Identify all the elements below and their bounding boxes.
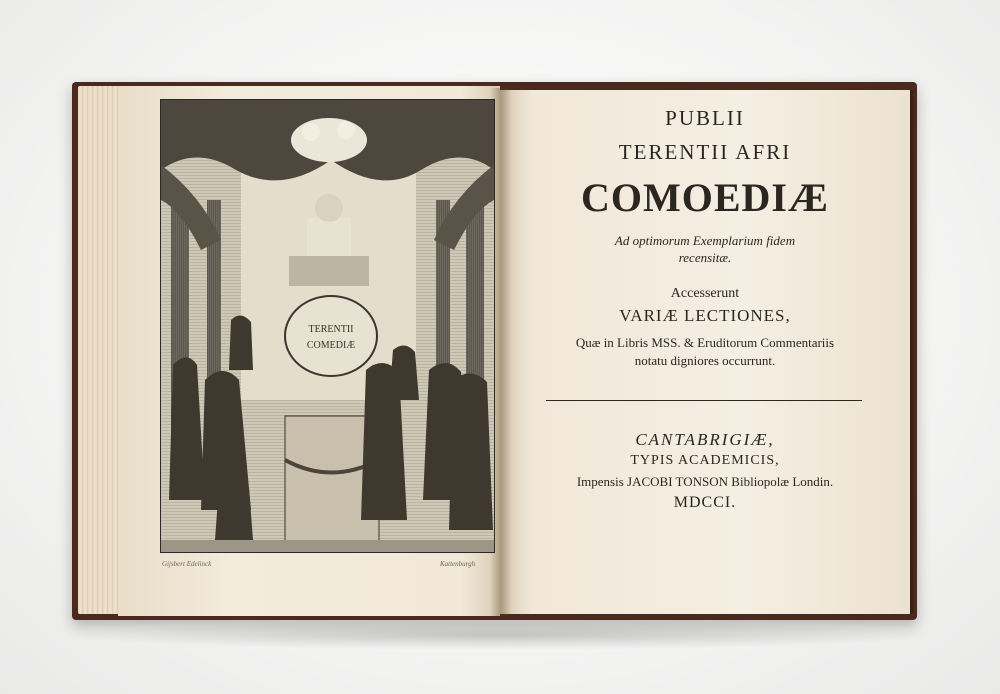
frontispiece-engraving [160, 99, 495, 553]
title-line-1: PUBLII [665, 106, 745, 130]
subtitle-line-2: recensitæ. [678, 250, 732, 265]
description-line-1: Quæ in Libris MSS. & Eruditorum Commentariis [575, 335, 835, 350]
title-main: COMOEDIÆ [581, 175, 829, 220]
cartouche-line1: TERENTII [308, 324, 354, 335]
subtitle-line-1: Ad optimorum Exemplarium fidem [614, 233, 796, 248]
imprint-year: MDCCI. [673, 494, 737, 511]
cartouche-line2: COMEDIÆ [306, 340, 356, 351]
description-line-2: notatu digniores occurrunt. [634, 353, 776, 368]
variae-lectiones: VARIÆ LECTIONES, [619, 306, 791, 325]
book-shadow [60, 620, 940, 650]
engraver-credit-left: Gijsbert Edelinck [162, 560, 212, 568]
horizontal-rule [546, 400, 862, 401]
right-page [500, 90, 913, 614]
title-line-2: TERENTII AFRI [618, 140, 792, 164]
imprint-publisher: Impensis JACOBI TONSON Bibliopolæ Londin. [576, 474, 834, 489]
accesserunt-text: Accesserunt [670, 286, 740, 301]
imprint-press: TYPIS ACADEMICIS, [630, 453, 780, 468]
engraving-illustration [161, 100, 494, 552]
imprint-city: CANTABRIGIÆ, [635, 430, 775, 449]
engraver-credit-right: Kattenburgh [440, 560, 476, 568]
